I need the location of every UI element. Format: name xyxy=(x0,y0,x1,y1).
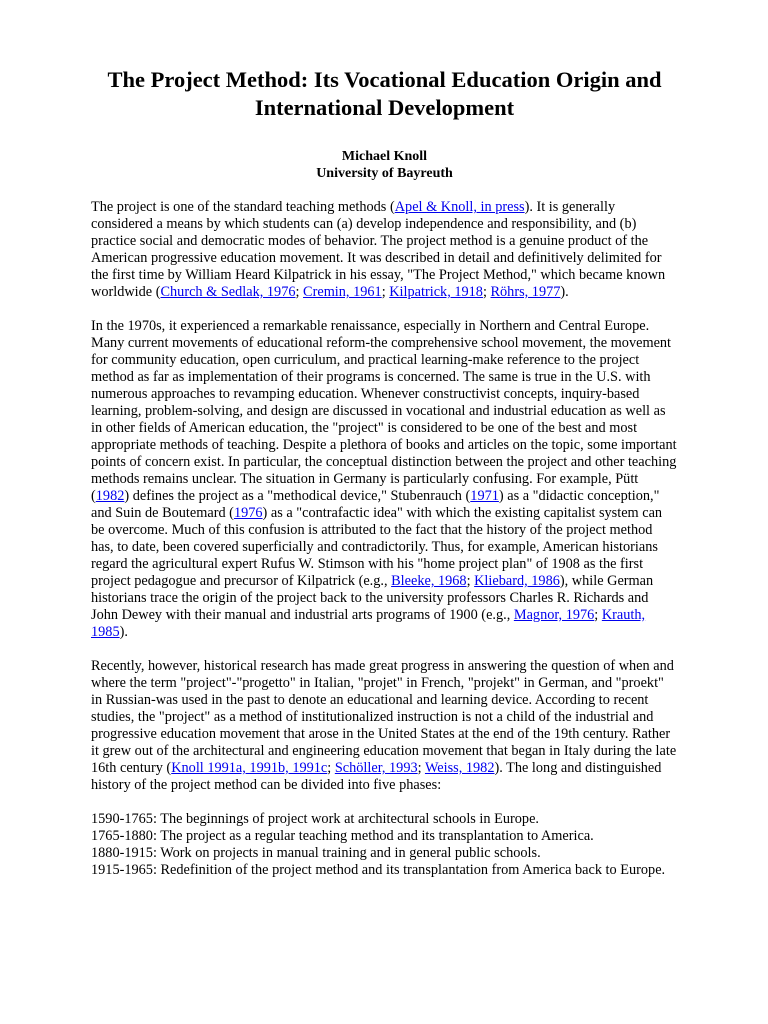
paragraph-intro: The project is one of the standard teaching methods (Apel & Knoll, in press). It is generally considered a means by which students can (a) develop independence and responsibility, and (b) practice social and democratic modes of behavior. The project method is a genuine product of the American progressive education movement. It was described in detail and definitively delimited for the first time by William Heard Kilpatrick in his essay, "The Project Method," which became known worldwide (Church & Sedlak, 1976; Cremin, 1961; Kilpatrick, 1918; Röhrs, 1977). xyxy=(91,199,666,300)
author-block xyxy=(91,148,678,182)
citation-link-suin-1976[interactable]: 1976 xyxy=(233,505,263,521)
citation-link-stubenrauch-1971[interactable]: 1971 xyxy=(470,488,499,504)
citation-link-rohrs[interactable]: Röhrs, 1977 xyxy=(490,284,561,300)
author-name: Michael Knoll xyxy=(341,149,428,164)
citation-link-kliebard[interactable]: Kliebard, 1986 xyxy=(474,573,560,589)
citation-link-cremin[interactable]: Cremin, 1961 xyxy=(303,284,382,300)
phase-item: 1765-1880: The project as a regular teaching method and its transplantation to America. xyxy=(91,828,594,844)
paragraph-renaissance: In the 1970s, it experienced a remarkable renaissance, especially in Northern and Central Europe. Many current movements of educational reform-the comprehensive school movement, the movement for community education, open curriculum, and practical learning-make reference to the project method as far as implementation of their programs is concerned. The same is true in the U.S. with numerous approaches to revamping education. Whenever constructivist concepts, inquiry-based learning, problem-solving, and design are discussed in vocational and industrial education as well as in other fields of American education, the "project" is considered to be one of the best and most appropriate methods of teaching. Despite a plethora of books and articles on the topic, some important points of concern exist. In particular, the conceptual distinction between the project and other teaching methods remains unclear. The situation in Germany is particularly confusing. For example, Pütt (1982) defines the project as a "methodical device," Stubenrauch (1971) as a "didactic conception," and Suin de Boutemard (1976) as a "contrafactic idea" with which the existing capitalist system can be overcome. Much of this confusion is attributed to the fact that the history of the project method has, to date, been covered superficially and contradictorily. Thus, for example, American historians regard the agricultural expert Rufus W. Stimson with his "home project plan" of 1908 as the first project pedagogue and precursor of Kilpatrick (e.g., Bleeke, 1968; Kliebard, 1986), while German historians trace the origin of the project back to the university professors Charles R. Richards and John Dewey with their manual and industrial arts programs of 1900 (e.g., Magnor, 1976; Krauth, 1985). xyxy=(91,318,677,640)
citation-link-scholler[interactable]: Schöller, 1993 xyxy=(334,760,418,776)
citation-link-knoll-1991[interactable]: Knoll 1991a, 1991b, 1991c xyxy=(171,760,328,776)
citation-link-church-sedlak[interactable]: Church & Sedlak, 1976 xyxy=(160,284,296,300)
phase-item: 1880-1915: Work on projects in manual training and in general public schools. xyxy=(91,845,541,861)
citation-link-bleeke[interactable]: Bleeke, 1968 xyxy=(391,573,467,589)
citation-link-kilpatrick[interactable]: Kilpatrick, 1918 xyxy=(389,284,483,300)
citation-link-putt-1982[interactable]: 1982 xyxy=(95,488,125,504)
phase-item: 1590-1765: The beginnings of project work at architectural schools in Europe. xyxy=(91,811,539,827)
citation-link-apel-knoll[interactable]: Apel & Knoll, in press xyxy=(394,199,525,215)
author-affiliation: University of Bayreuth xyxy=(316,166,453,181)
citation-link-weiss[interactable]: Weiss, 1982 xyxy=(424,760,495,776)
document-title: The Project Method: Its Vocational Education Origin and International Development xyxy=(107,67,662,120)
phase-item: 1915-1965: Redefinition of the project method and its transplantation from America back to Europe. xyxy=(91,862,666,878)
phase-list xyxy=(91,811,678,879)
citation-link-magnor[interactable]: Magnor, 1976 xyxy=(513,607,595,623)
citation-link-krauth[interactable]: Krauth, 1985 xyxy=(91,607,646,640)
paragraph-history: Recently, however, historical research has made great progress in answering the question of when and where the term "project"-"progetto" in Italian, "projet" in French, "projekt" in German, and "proekt" in Russian-was used in the past to denote an educational and learning device. According to recent studies, the "project" as a method of institutionalized instruction is not a child of the industrial and progressive education movement that arose in the United States at the end of the 19th century. Rather it grew out of the architectural and engineering education movement that began in Italy during the late 16th century (Knoll 1991a, 1991b, 1991c; Schöller, 1993; Weiss, 1982). The long and distinguished history of the project method can be divided into five phases: xyxy=(91,658,677,793)
